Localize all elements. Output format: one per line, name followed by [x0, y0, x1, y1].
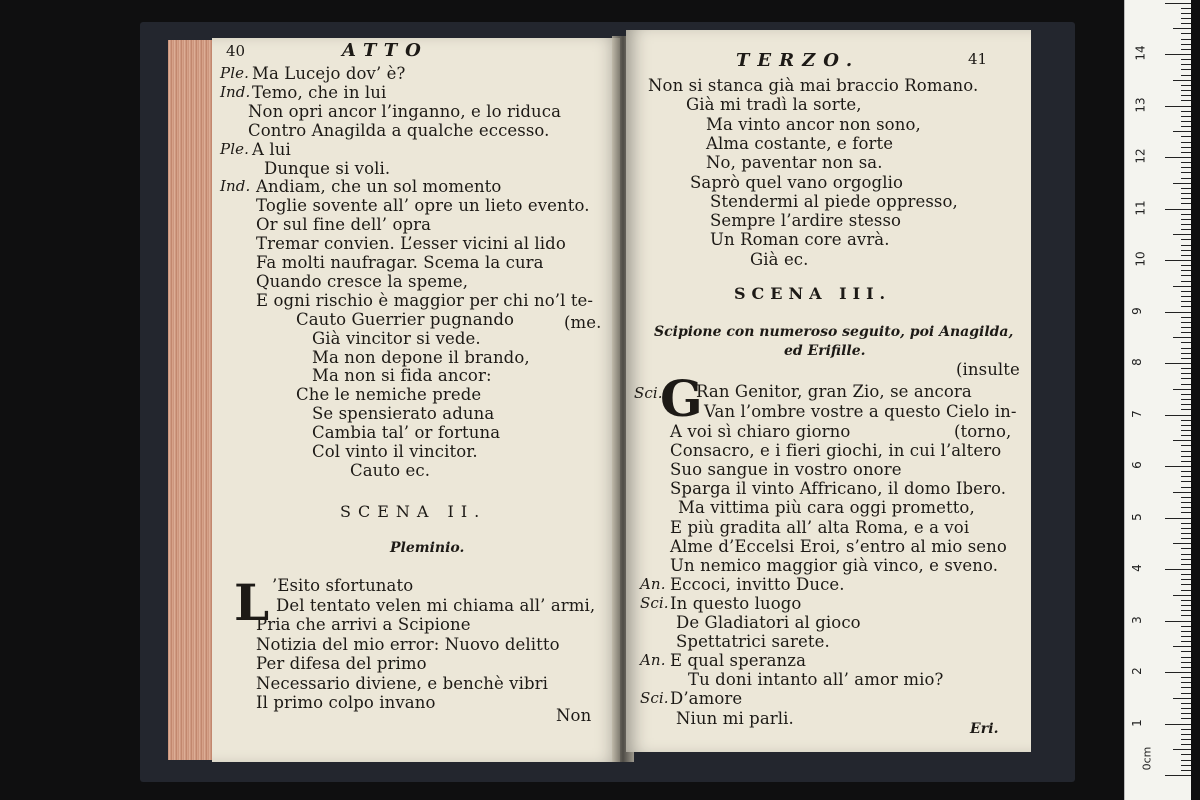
speaker-sci: Sci. [634, 384, 663, 402]
ruler-tick [1181, 49, 1191, 50]
ruler-tick [1181, 590, 1191, 591]
ruler-tick [1173, 28, 1191, 29]
ruler-tick [1181, 641, 1191, 642]
ruler-tick [1181, 296, 1191, 297]
speaker-label: Ind. [220, 82, 251, 101]
ruler-tick [1181, 497, 1191, 498]
scene-title-ii: SCENA II. [340, 502, 487, 521]
running-head-left: ATTO [342, 40, 429, 61]
ruler-tick [1181, 636, 1191, 637]
ruler-tick [1181, 657, 1191, 658]
ruler-tick [1181, 255, 1191, 256]
ruler-tick [1181, 718, 1191, 719]
ruler-tick [1181, 250, 1191, 251]
ruler-tick [1165, 312, 1191, 313]
ruler-tick [1181, 734, 1191, 735]
ruler-tick [1173, 440, 1191, 441]
verse-line: Fa molti naufragar. Scema la cura [256, 253, 544, 272]
verse-line: Toglie sovente all’ opre un lieto evento. [256, 196, 590, 216]
ruler-tick [1181, 167, 1191, 168]
ruler-tick [1181, 579, 1191, 580]
verse-line: Che le nemiche prede [296, 385, 482, 405]
ruler-tick [1181, 147, 1191, 148]
speaker-label: An. [640, 651, 666, 670]
ruler-label: 6 [1129, 461, 1144, 469]
verse-line: Già mi tradì la sorte, [686, 95, 862, 115]
ruler-tick [1165, 466, 1191, 467]
verse-line: Temo, che in lui [252, 82, 387, 102]
verse-line: ’Esito sfortunato [272, 576, 414, 595]
verse-line: Tu doni intanto all’ amor mio? [688, 670, 944, 690]
ruler-label: 9 [1129, 306, 1144, 315]
verse-line: Alma costante, e forte [706, 133, 894, 153]
ruler-label: 12 [1133, 148, 1148, 164]
ruler-tick [1181, 564, 1191, 565]
ruler-tick [1181, 162, 1191, 163]
ruler-tick [1181, 142, 1191, 143]
ruler-tick [1173, 80, 1191, 81]
ruler-tick [1181, 265, 1191, 266]
ruler-tick [1181, 198, 1191, 199]
ruler-tick [1181, 281, 1191, 282]
ruler-tick [1181, 239, 1191, 240]
ruler-tick [1165, 775, 1191, 776]
speaker-label: Ple. [220, 64, 249, 82]
ruler-tick [1181, 378, 1191, 379]
drop-cap-l: L [234, 573, 270, 632]
turnover-left: (me. [564, 313, 602, 332]
ruler-tick [1181, 193, 1191, 194]
verse-line: Contro Anagilda a qualche eccesso. [248, 120, 550, 140]
ruler-tick [1181, 126, 1191, 127]
ruler-tick [1181, 667, 1191, 668]
ruler-label: 5 [1129, 512, 1144, 521]
ruler-tick [1181, 270, 1191, 271]
ruler-tick [1173, 492, 1191, 493]
ruler-tick [1173, 646, 1191, 647]
verse-line: Ma Lucejo dov’ è? [252, 64, 406, 83]
ruler-label: 0cm [1140, 746, 1154, 771]
ruler-label: 7 [1129, 409, 1144, 418]
ruler-tick [1181, 754, 1191, 755]
verse-line: Del tentato velen mi chiama all’ armi, [276, 595, 596, 615]
speaker-label: Sci. [640, 689, 669, 708]
ruler-tick [1181, 111, 1191, 112]
ruler-tick [1165, 363, 1191, 364]
ruler-tick [1165, 3, 1191, 4]
verse-line: Ma vinto ancor non sono, [706, 114, 921, 134]
ruler-tick [1181, 600, 1191, 601]
page-number-right: 41 [968, 50, 988, 68]
ruler-tick [1181, 342, 1191, 343]
ruler-tick [1181, 528, 1191, 529]
verse-line: Ran Genitor, gran Zio, se ancora [696, 382, 972, 401]
ruler-tick [1181, 219, 1191, 220]
scene-character-pleminio: Pleminio. [390, 540, 465, 556]
ruler-tick [1181, 693, 1191, 694]
ruler-tick [1181, 332, 1191, 333]
ruler-tick [1181, 188, 1191, 189]
ruler-tick [1181, 301, 1191, 302]
verse-line: De Gladiatori al gioco [676, 613, 861, 632]
verse-line: Consacro, e i fieri giochi, in cui l’altero [670, 441, 1002, 461]
ruler-tick [1181, 451, 1191, 452]
verse-line: Per difesa del primo [256, 654, 427, 673]
ruler-tick [1181, 121, 1191, 122]
ruler-tick [1181, 770, 1191, 771]
ruler-tick [1181, 512, 1191, 513]
ruler-tick [1165, 724, 1191, 725]
ruler-tick [1173, 595, 1191, 596]
ruler-tick [1181, 69, 1191, 70]
running-head-right: TERZO. [736, 50, 861, 71]
verse-line: Già vincitor si vede. [312, 328, 481, 348]
left-page [212, 38, 620, 762]
ruler-tick [1181, 554, 1191, 555]
verse-line: D’amore [670, 689, 743, 709]
ruler-tick [1181, 456, 1191, 457]
verse-line: Eccoci, invitto Duce. [670, 574, 845, 594]
ruler-tick [1181, 64, 1191, 65]
ruler-tick [1181, 245, 1191, 246]
ruler-tick [1181, 327, 1191, 328]
verse-line: Il primo colpo invano [256, 693, 436, 712]
scene-title-iii: SCENA III. [734, 284, 892, 303]
verse-line: Notizia del mio error: Nuovo delitto [256, 634, 560, 654]
ruler-tick [1181, 224, 1191, 225]
verse-line: Un Roman core avrà. [710, 230, 890, 250]
ruler-tick [1181, 687, 1191, 688]
ruler-tick [1181, 409, 1191, 410]
ruler-tick [1181, 23, 1191, 24]
ruler-tick [1181, 172, 1191, 173]
ruler-label: 13 [1133, 96, 1148, 113]
catchword-left: Non [556, 706, 592, 725]
ruler-tick [1181, 523, 1191, 524]
verse-line: E qual speranza [670, 651, 807, 671]
verse-line: Un nemico maggior già vinco, e sveno. [670, 555, 999, 575]
ruler-tick [1181, 548, 1191, 549]
ruler-tick [1181, 152, 1191, 153]
verse-line: Non si stanca già mai braccio Romano. [648, 76, 979, 95]
ruler-label: 11 [1133, 199, 1148, 216]
ruler-tick [1181, 610, 1191, 611]
ruler-tick [1181, 481, 1191, 482]
verse-line: Non opri ancor l’inganno, e lo riduca [248, 101, 562, 121]
page-number-left: 40 [226, 42, 246, 60]
verse-line: A voi sì chiaro giorno [670, 422, 851, 441]
ruler-tick [1181, 708, 1191, 709]
ruler-tick [1181, 399, 1191, 400]
ruler-tick [1181, 739, 1191, 740]
ruler-tick [1181, 373, 1191, 374]
ruler-label: 1 [1129, 718, 1144, 727]
verse-line: Necessario diviene, e benchè vibri [256, 673, 548, 693]
ruler-tick [1173, 286, 1191, 287]
ruler-tick [1173, 337, 1191, 338]
verse-line: Tremar convien. L’esser vicini al lido [256, 234, 566, 254]
ruler-tick [1181, 358, 1191, 359]
catchword-right: Eri. [970, 721, 999, 737]
ruler-tick [1181, 461, 1191, 462]
ruler-tick [1173, 543, 1191, 544]
ruler-tick [1181, 214, 1191, 215]
verse-line: Pria che arrivi a Scipione [256, 615, 471, 634]
ruler-tick [1181, 75, 1191, 76]
verse-line: Dunque si voli. [264, 158, 391, 178]
ruler-tick [1181, 8, 1191, 9]
ruler-tick [1181, 136, 1191, 137]
verse-line: Sempre l’ardire stesso [710, 211, 902, 231]
ruler-tick [1181, 404, 1191, 405]
verse-line: Ma non si fida ancor: [312, 366, 492, 386]
ruler-label: 4 [1129, 564, 1144, 572]
ruler-tick [1173, 749, 1191, 750]
speaker-label: An. [640, 574, 666, 593]
ruler-label: 10 [1133, 251, 1148, 267]
ruler-tick [1181, 445, 1191, 446]
ruler-tick [1181, 425, 1191, 426]
ruler-tick [1165, 672, 1191, 673]
ruler-tick [1165, 621, 1191, 622]
verse-line: Suo sangue in vostro onore [670, 460, 902, 480]
ruler-tick [1181, 59, 1191, 60]
verse-line: Andiam, che un sol momento [256, 177, 502, 197]
ruler-tick [1173, 131, 1191, 132]
ruler-tick [1181, 631, 1191, 632]
ruler-label: 14 [1133, 45, 1148, 61]
verse-line: Alme d’Eccelsi Eroi, s’entro al mio seno [670, 536, 1007, 556]
ruler-tick [1181, 100, 1191, 101]
stage-direction-line-2: ed Erifille. [784, 343, 866, 359]
ruler-tick [1181, 677, 1191, 678]
ruler-tick [1181, 729, 1191, 730]
ruler-tick [1181, 353, 1191, 354]
ruler-tick [1181, 317, 1191, 318]
ruler-tick [1173, 183, 1191, 184]
verse-line: E più gradita all’ alta Roma, e a voi [670, 517, 970, 537]
ruler-tick [1181, 744, 1191, 745]
verse-line: Già ec. [750, 249, 809, 269]
ruler-tick [1181, 760, 1191, 761]
ruler-tick [1181, 471, 1191, 472]
ruler-tick [1181, 368, 1191, 369]
verse-line: Se spensierato aduna [312, 404, 495, 424]
measurement-ruler [1124, 0, 1191, 800]
turnover-insulte: (insulte [956, 360, 1020, 379]
ruler-tick [1181, 538, 1191, 539]
ruler-tick [1181, 435, 1191, 436]
ruler-tick [1181, 420, 1191, 421]
ruler-tick [1181, 651, 1191, 652]
ruler-tick [1181, 44, 1191, 45]
verse-line: Spettatrici sarete. [676, 632, 830, 652]
drop-cap-g: G [660, 369, 703, 428]
verse-line: Ma vittima più cara oggi prometto, [678, 498, 975, 518]
ruler-tick [1181, 85, 1191, 86]
ruler-tick [1181, 39, 1191, 40]
ruler-tick [1181, 584, 1191, 585]
verse-line: No, paventar non sa. [706, 153, 883, 173]
ruler-tick [1181, 605, 1191, 606]
right-page [626, 30, 1031, 752]
verse-line: Cauto ec. [350, 460, 431, 480]
ruler-tick [1181, 533, 1191, 534]
ruler-tick [1181, 178, 1191, 179]
ruler-tick [1181, 703, 1191, 704]
verse-line: Niun mi parli. [676, 708, 794, 728]
ruler-tick [1165, 415, 1191, 416]
verse-line: Stendermi al piede oppresso, [710, 191, 958, 211]
ruler-tick [1181, 476, 1191, 477]
ruler-tick [1165, 518, 1191, 519]
ruler-tick [1165, 157, 1191, 158]
verse-line: E ogni rischio è maggior per chi no’l te- [256, 290, 594, 310]
ruler-tick [1181, 229, 1191, 230]
ruler-tick [1181, 394, 1191, 395]
verse-line: Quando cresce la speme, [256, 271, 469, 291]
ruler-tick [1181, 559, 1191, 560]
ruler-tick [1181, 291, 1191, 292]
ruler-tick [1181, 507, 1191, 508]
speaker-label: Ind. [220, 177, 251, 196]
ruler-tick [1173, 389, 1191, 390]
ruler-tick [1181, 306, 1191, 307]
verse-line: Sparga il vinto Affricano, il domo Ibero. [670, 479, 1007, 499]
ruler-tick [1165, 209, 1191, 210]
ruler-tick [1181, 765, 1191, 766]
ruler-label: 8 [1129, 358, 1144, 366]
verse-line: Cauto Guerrier pugnando [296, 309, 515, 329]
verse-line: Col vinto il vincitor. [312, 442, 478, 461]
ruler-tick [1181, 348, 1191, 349]
ruler-tick [1173, 698, 1191, 699]
ruler-label: 3 [1129, 615, 1144, 624]
ruler-tick [1181, 322, 1191, 323]
ruler-tick [1181, 574, 1191, 575]
speaker-label: Sci. [640, 593, 669, 612]
ruler-tick [1165, 106, 1191, 107]
ruler-tick [1181, 95, 1191, 96]
ruler-tick [1181, 33, 1191, 34]
verse-line: Van l’ombre vostre a questo Cielo in- [704, 401, 1017, 421]
ruler-tick [1181, 682, 1191, 683]
ruler-tick [1181, 662, 1191, 663]
ruler-tick [1165, 54, 1191, 55]
ruler-tick [1181, 90, 1191, 91]
verse-line: Or sul fine dell’ opra [256, 215, 432, 235]
ruler-tick [1181, 116, 1191, 117]
ruler-tick [1165, 260, 1191, 261]
stage-direction-line-1: Scipione con numeroso seguito, poi Anagilda, [654, 324, 1014, 340]
ruler-tick [1181, 18, 1191, 19]
ruler-tick [1181, 487, 1191, 488]
page-edges [168, 40, 216, 760]
verse-line: In questo luogo [670, 593, 802, 613]
ruler-tick [1181, 13, 1191, 14]
ruler-label: 2 [1129, 667, 1144, 675]
ruler-tick [1181, 203, 1191, 204]
verse-line: Ma non depone il brando, [312, 347, 530, 367]
verse-line: Cambia tal’ or fortuna [312, 423, 501, 443]
verse-line: A lui [252, 139, 291, 159]
ruler-tick [1173, 234, 1191, 235]
ruler-tick [1181, 626, 1191, 627]
ruler-tick [1181, 502, 1191, 503]
ruler-tick [1165, 569, 1191, 570]
ruler-tick [1181, 615, 1191, 616]
ruler-tick [1181, 713, 1191, 714]
ruler-tick [1181, 430, 1191, 431]
verse-line: Saprò quel vano orgoglio [690, 172, 903, 192]
speaker-label: Ple. [220, 139, 249, 158]
ruler-tick [1181, 384, 1191, 385]
turnover-torno: (torno, [954, 422, 1012, 441]
ruler-tick [1181, 275, 1191, 276]
